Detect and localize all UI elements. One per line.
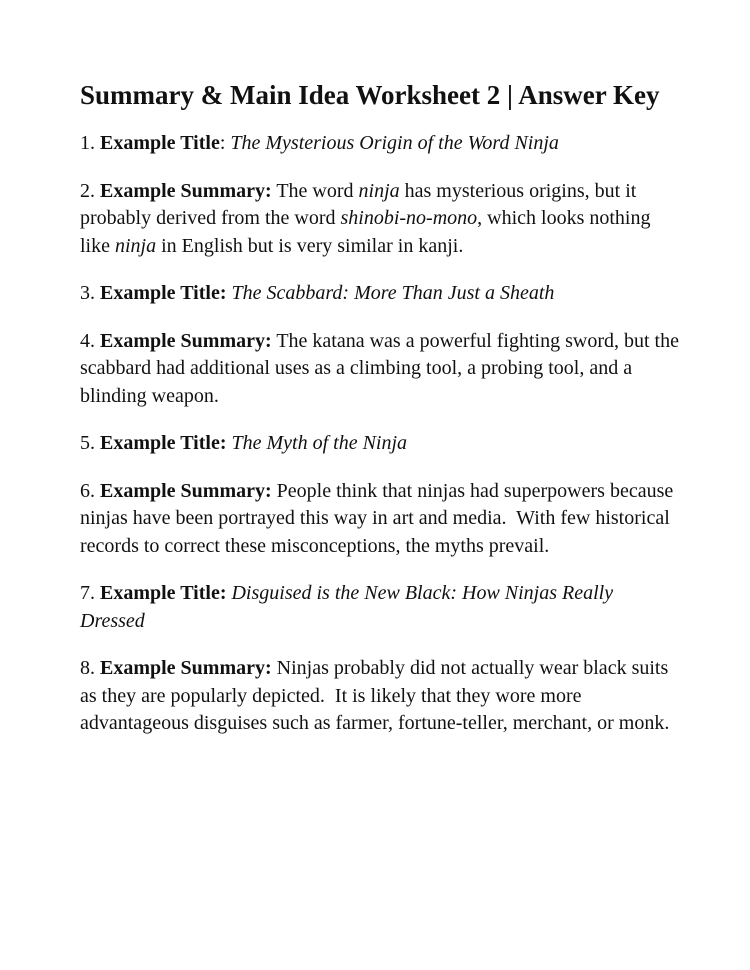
summary-text: Ninjas probably did not actually wear black suits as they are popularly depicted. It is likely that they wore more advantageous disguises such as farmer, fortune-teller, merchant, or monk. — [80, 657, 674, 734]
summary-text-part: has mysterious origins, but it probably derived from the word — [80, 179, 637, 229]
example-title-text: The Mysterious Origin of the Word Ninja — [230, 132, 559, 154]
item-number: 4. — [80, 329, 95, 352]
summary-text: The katana was a powerful fighting sword, but the scabbard had additional uses as a climbing tool, a probing tool, and a blinding weapon. — [80, 329, 679, 407]
worksheet-page — [80, 78, 680, 758]
summary-text-part: , which looks nothing like — [80, 207, 651, 257]
answer-item-7 — [80, 580, 680, 635]
answer-item-1 — [80, 130, 680, 158]
item-number: 6. — [80, 479, 95, 502]
page-title: Summary & Main Idea Worksheet 2 | Answer Key — [80, 80, 660, 110]
item-number: 7. — [80, 582, 95, 604]
answer-item-2 — [80, 178, 680, 261]
item-label: Example Title — [100, 132, 220, 154]
item-label: Example Title: — [100, 582, 227, 604]
item-number: 8. — [80, 657, 95, 679]
item-label: Example Title: — [100, 432, 227, 454]
item-label: Example Summary: — [100, 479, 272, 502]
item-label: Example Summary: — [100, 179, 272, 202]
emphasis-word: shinobi-no-mono — [340, 207, 478, 229]
item-label: Example Summary: — [100, 329, 272, 352]
summary-text-part: The word — [276, 179, 359, 202]
item-number: 2. — [80, 179, 95, 202]
answer-item-6 — [80, 478, 680, 561]
item-number: 5. — [80, 432, 95, 454]
answer-item-4 — [80, 328, 680, 411]
item-label: Example Summary: — [100, 657, 272, 679]
answer-item-8 — [80, 655, 680, 738]
item-number: 3. — [80, 282, 95, 304]
item-number: 1. — [80, 132, 95, 154]
answer-item-3 — [80, 280, 680, 308]
emphasis-word: ninja — [115, 234, 157, 257]
example-title-text: The Scabbard: More Than Just a Sheath — [231, 282, 555, 304]
item-label: Example Title: — [100, 282, 227, 304]
example-title-text: Disguised is the New Black: How Ninjas Really Dressed — [80, 582, 614, 632]
summary-text: People think that ninjas had superpowers because ninjas have been portrayed this way in art and media. With few historical records to correct these misconceptions, the myths prevail. — [80, 479, 679, 557]
summary-text-part: in English but is very similar in kanji. — [156, 234, 464, 257]
example-title-text: The Myth of the Ninja — [231, 432, 408, 454]
item-label-suffix: : — [219, 132, 226, 154]
answer-item-5 — [80, 430, 680, 458]
emphasis-word: ninja — [358, 179, 400, 202]
